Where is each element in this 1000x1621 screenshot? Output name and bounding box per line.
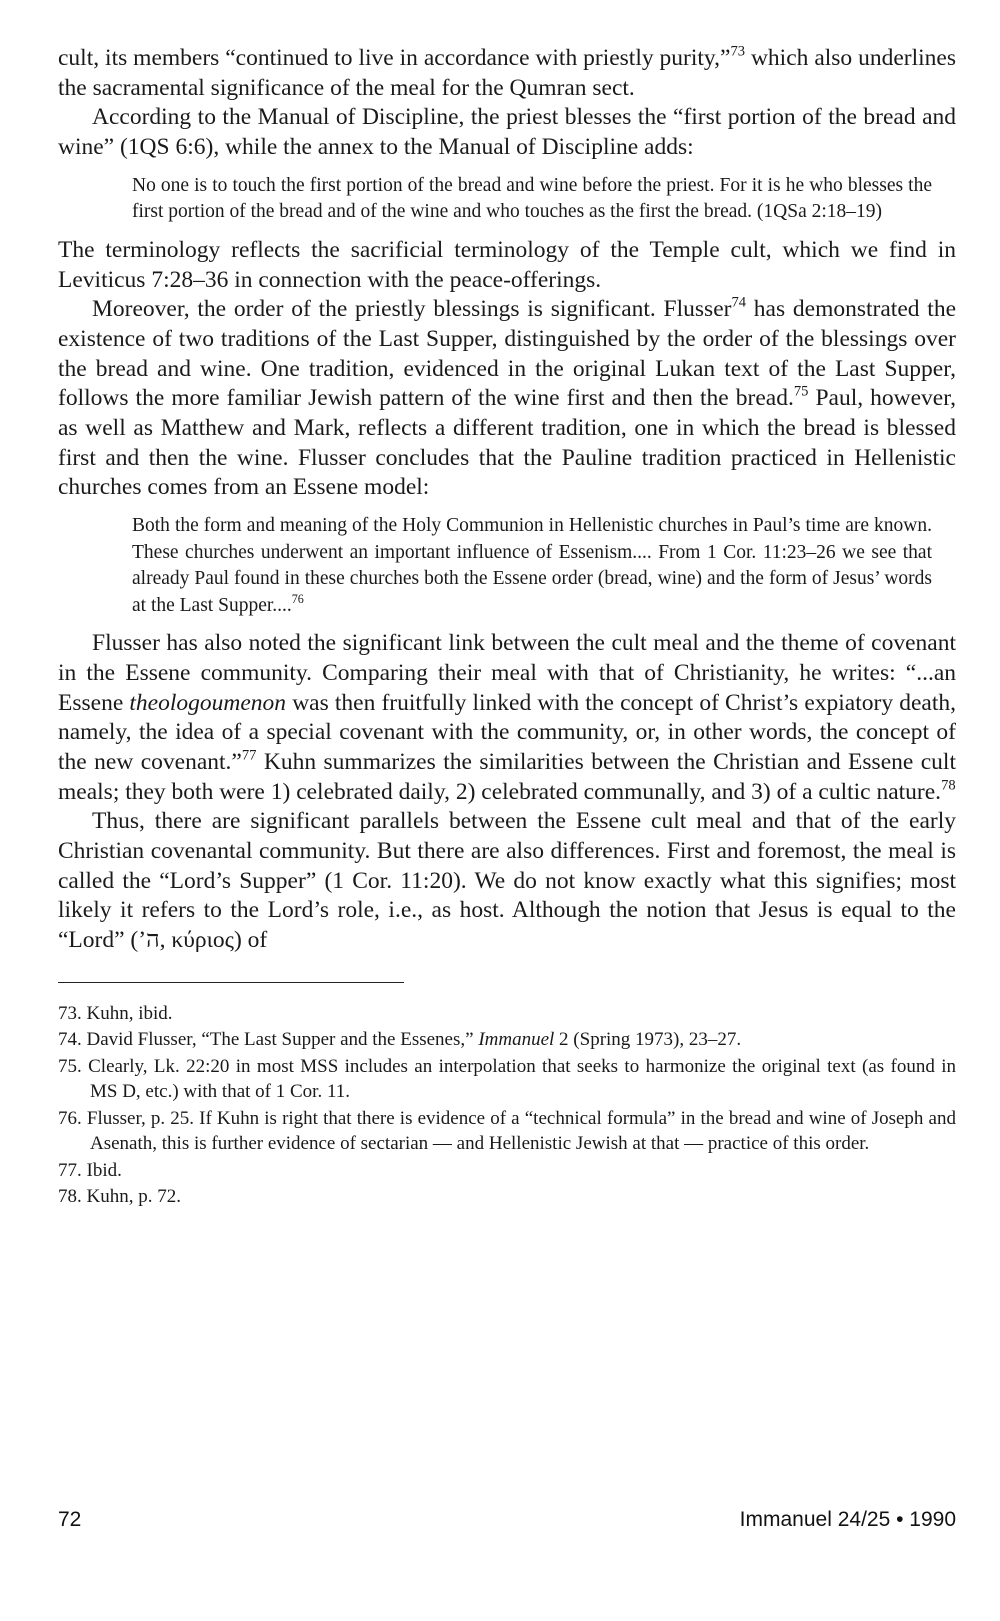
italic-text: Immanuel	[478, 1029, 555, 1051]
footnote-ref: 77	[241, 747, 257, 764]
paragraph: Flusser has also noted the significant link between the cult meal and the theme of covenant in the Essene community. Comparing their meal with that of Christianity, he writes: “...an Essene theologoumenon was then fruitfully linked with the concept of Christ’s expiatory death, namely, the idea of a special covenant with the community, or, in other words, the concept of the new covenant.”$^{77}$ Kuhn summarizes the similarities between the Christian and Essene cult meals; they both were 1) celebrated daily, 2) celebrated communally, and 3) of a cultic nature.$^{78}$	[58, 630, 956, 805]
footnote: 76. Flusser, p. 25. If Kuhn is right that there is evidence of a “technical formula” in the bread and wine of Joseph and Asenath, this is further evidence of sectarian — and Hellenistic Jewish at that — practice of this order.	[58, 1107, 956, 1155]
footnote: 74. David Flusser, “The Last Supper and the Essenes,” Immanuel 2 (Spring 1973), 23–27.	[58, 1029, 742, 1051]
footnote-rule	[58, 982, 404, 983]
footnote: 75. Clearly, Lk. 22:20 in most MSS includes an interpolation that seeks to harmonize the original text (as found in MS D, etc.) with that of 1 Cor. 11.	[58, 1055, 956, 1103]
footnote: 78. Kuhn, p. 72.	[58, 1186, 181, 1208]
block-quote: No one is to touch the first portion of the bread and wine before the priest. For it is he who blesses the first portion of the bread and of the wine and who touches as the first the bread. (1QSa 2:18–19)	[132, 174, 932, 223]
page-number: 72	[58, 1508, 82, 1531]
footnote-ref: 78	[941, 777, 956, 794]
footnote-ref: 75	[793, 383, 809, 400]
paragraph: The terminology reflects the sacrificial terminology of the Temple cult, which we find in Leviticus 7:28–36 in connection with the peace-offerings.	[58, 236, 956, 293]
footnote: 73. Kuhn, ibid.	[58, 1002, 173, 1024]
footnote-ref: 73	[730, 43, 746, 60]
paragraph: According to the Manual of Discipline, the priest blesses the “first portion of the bread and wine” (1QS 6:6), while the annex to the Manual of Discipline adds:	[58, 104, 956, 161]
italic-text: theologoumenon	[129, 689, 287, 716]
page-footer	[58, 1508, 956, 1538]
paragraph: cult, its members “continued to live in accordance with priestly purity,”$^{73}$ which also underlines the sacramental significance of the meal for the Qumran sect.	[58, 43, 956, 101]
footnote: 77. Ibid.	[58, 1159, 122, 1181]
paragraph: Moreover, the order of the priestly blessings is significant. Flusser$^{74}$ has demonstrated the existence of two traditions of the Last Supper, distinguished by the order of the blessings over the bread and wine. One tradition, evidenced in the original Lukan text of the Last Supper, follows the more familiar Jewish pattern of the wine first and then the bread.$^{75}$ Paul, however, as well as Matthew and Mark, reflects a different tradition, one in which the bread is blessed first and then the wine. Flusser concludes that the Pauline tradition practiced in Hellenistic churches comes from an Essene model:	[58, 294, 957, 501]
paragraph: Thus, there are significant parallels between the Essene cult meal and that of the early Christian covenantal community. But there are also differences. First and foremost, the meal is called the “Lord’s Supper” (1 Cor. 11:20). We do not know exactly what this signifies; most likely it refers to the Lord’s role, i.e., as host. Although the notion that Jesus is equal to the “Lord” (’ה, κύριος) of	[58, 808, 956, 954]
footnotes	[58, 1001, 956, 1210]
block-quote: Both the form and meaning of the Holy Communion in Hellenistic churches in Paul’s time are known. These churches underwent an important influence of Essenism.... From 1 Cor. 11:23–26 we see that already Paul found in these churches both the Essene order (bread, wine) and the form of Jesus’ words at the Last Supper....$^{76}$	[132, 515, 932, 616]
footnote-ref: 74	[731, 294, 747, 311]
running-title: Immanuel 24/25 • 1990	[739, 1508, 956, 1531]
footnote-ref: 76	[291, 591, 304, 606]
main-text	[58, 44, 956, 956]
